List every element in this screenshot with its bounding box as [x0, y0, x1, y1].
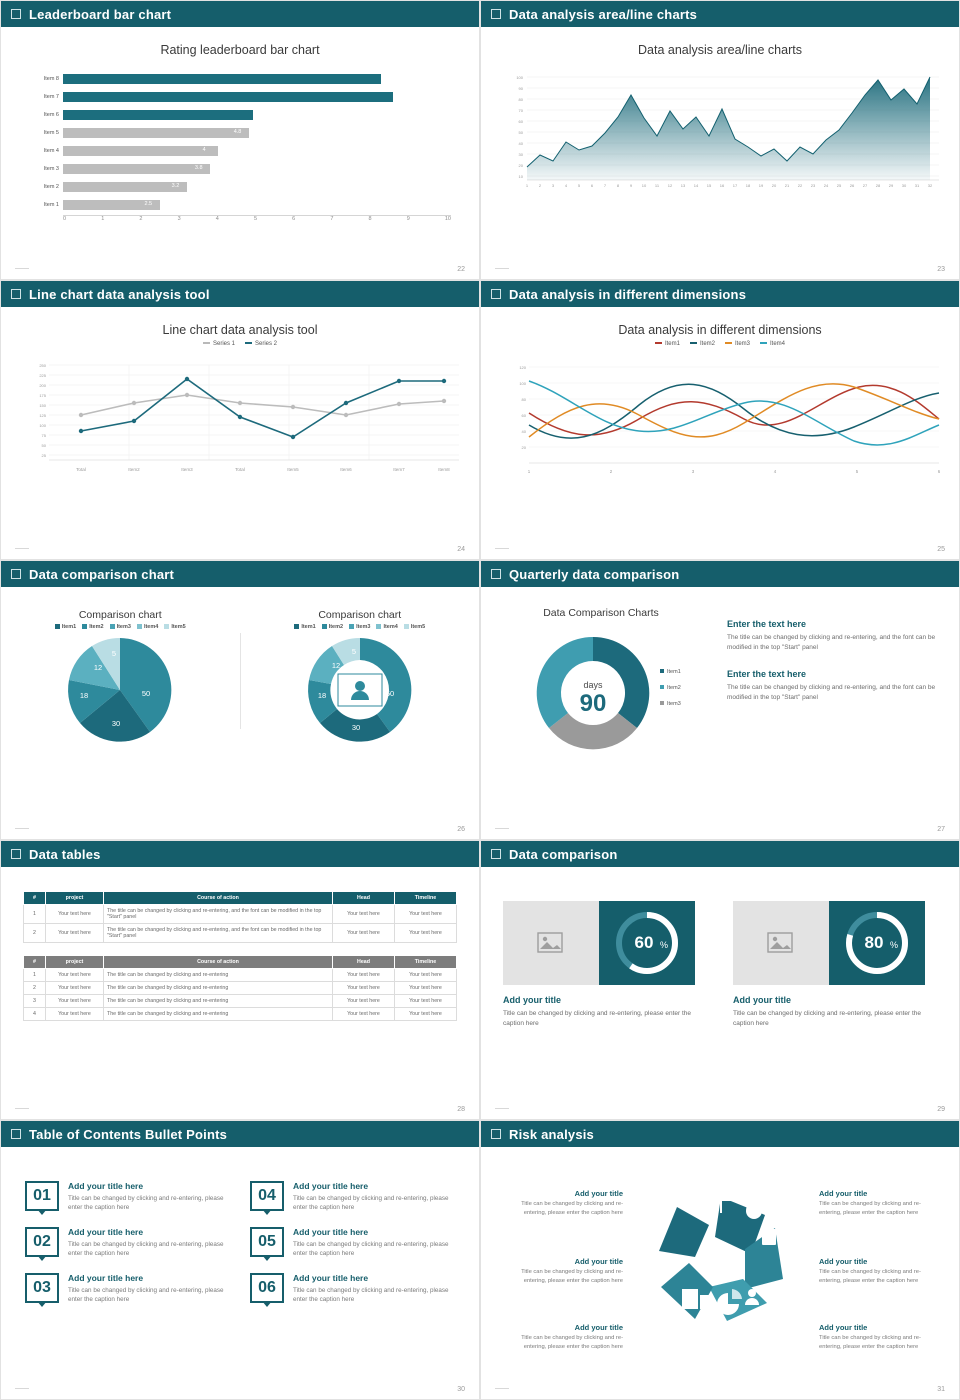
- risk-title: Add your title: [574, 1257, 623, 1266]
- svg-text:Item8: Item8: [438, 467, 450, 472]
- svg-text:18: 18: [317, 691, 326, 700]
- svg-text:20: 20: [521, 445, 526, 450]
- book-icon: [762, 1229, 776, 1245]
- card-title: Add your title: [733, 995, 791, 1005]
- pie-chart-panel: [1, 609, 240, 753]
- slide-leaderboard-bar-chart: [0, 0, 480, 280]
- bullet-square-icon: [491, 849, 501, 859]
- bar-label: Item 1: [43, 201, 59, 208]
- table-row: 2 Your text here The title can be changed by clicking and re-entering, and the font can be modified in the top "Start" panel Your text here Your text here: [24, 924, 457, 943]
- svg-text:11: 11: [654, 183, 660, 188]
- slide-table-of-contents-bullet-points: [0, 1120, 480, 1400]
- svg-text:17: 17: [732, 183, 738, 188]
- slide-data-tables: [0, 840, 480, 1120]
- svg-text:1: 1: [527, 469, 531, 474]
- slide-header-title: Leaderboard bar chart: [29, 6, 172, 22]
- risk-title: Add your title: [574, 1323, 623, 1332]
- svg-text:125: 125: [39, 413, 46, 418]
- toc-number: 05: [250, 1227, 284, 1257]
- svg-text:32: 32: [927, 183, 933, 188]
- slide-header-title: Table of Contents Bullet Points: [29, 1126, 228, 1142]
- slide-header: [481, 1121, 959, 1147]
- svg-text:4: 4: [564, 183, 568, 188]
- toc-title: Add your title here: [68, 1226, 144, 1237]
- svg-text:100: 100: [519, 381, 526, 386]
- bullet-square-icon: [491, 569, 501, 579]
- percent-unit: %: [660, 940, 669, 950]
- slide-header-title: Data comparison chart: [29, 566, 175, 582]
- donut-panel: [481, 607, 721, 762]
- footer-rule: [495, 1388, 509, 1389]
- risk-title: Add your title: [819, 1257, 868, 1266]
- donut-legend: Item1 Item2 Item3 Item4 Item5: [241, 624, 480, 630]
- svg-text:Item7: Item7: [393, 467, 405, 472]
- slide-data-comparison-chart: [0, 560, 480, 840]
- bar-row: [29, 161, 451, 176]
- svg-text:200: 200: [39, 383, 46, 388]
- svg-text:Item1: Item1: [667, 669, 681, 675]
- donut-title: Data Comparison Charts: [543, 607, 659, 619]
- svg-text:Item2: Item2: [667, 685, 681, 691]
- bar-label: Item 7: [43, 93, 59, 100]
- bar-label: Item 4: [43, 147, 59, 154]
- risk-body: Title can be changed by clicking and re-entering, please enter the caption here: [521, 1335, 623, 1350]
- donut-value: 90: [579, 690, 607, 717]
- donut-unit: days: [583, 680, 603, 690]
- risk-item-2: [505, 1257, 623, 1285]
- page-number: 27: [937, 826, 945, 833]
- toc-title: Add your title here: [293, 1272, 369, 1283]
- bar-label: Item 2: [43, 183, 59, 190]
- svg-text:225: 225: [39, 373, 46, 378]
- svg-text:70: 70: [518, 108, 523, 113]
- page-number: 31: [937, 1386, 945, 1393]
- page-number: 24: [457, 546, 465, 553]
- slide-header-title: Risk analysis: [509, 1126, 594, 1142]
- text-block-body: The title can be changed by clicking and re-entering, and the font can be modified in the top "Start" panel: [727, 684, 936, 702]
- svg-text:6: 6: [937, 469, 941, 474]
- slide-header-title: Data analysis area/line charts: [509, 6, 698, 22]
- footer-rule: [495, 268, 509, 269]
- svg-text:75: 75: [41, 433, 46, 438]
- pie-value: 18: [80, 691, 89, 700]
- bar-value: 4.8: [233, 128, 242, 135]
- bar-value: 3.2: [171, 182, 180, 189]
- footer-rule: [495, 1108, 509, 1109]
- page-number: 22: [457, 266, 465, 273]
- image-icon: [537, 931, 565, 955]
- toc-number: 01: [25, 1181, 59, 1211]
- svg-text:120: 120: [519, 365, 526, 370]
- bullet-square-icon: [11, 1129, 21, 1139]
- svg-text:Total: Total: [235, 467, 245, 472]
- risk-item-6: [819, 1323, 937, 1351]
- slide-header: [481, 841, 959, 867]
- percent-unit: %: [890, 940, 899, 950]
- slide-header: [1, 281, 479, 307]
- svg-text:7: 7: [603, 183, 607, 188]
- svg-text:25: 25: [836, 183, 842, 188]
- risk-diagram: [481, 1165, 959, 1365]
- risk-item-1: [505, 1189, 623, 1217]
- toc-body: Title can be changed by clicking and re-entering, please enter the caption here: [68, 1240, 224, 1258]
- chart-legend: [481, 341, 959, 347]
- slide-data-analysis-different-dimensions: [480, 280, 960, 560]
- donut-legend: [660, 669, 681, 707]
- svg-text:Item3: Item3: [667, 701, 681, 707]
- toc-body: Title can be changed by clicking and re-entering, please enter the caption here: [68, 1195, 224, 1212]
- toc-item-02[interactable]: [25, 1227, 230, 1259]
- svg-text:26: 26: [849, 183, 855, 188]
- table-row: 3 Your text here The title can be changed by clicking and re-entering Your text here Your text here: [24, 995, 457, 1008]
- percent-donut-svg: [840, 906, 914, 980]
- area-chart-svg: [499, 67, 943, 197]
- pie-legend: Item1 Item2 Item3 Item4 Item5: [1, 624, 240, 630]
- chart-title: Data analysis in different dimensions: [618, 323, 822, 337]
- svg-text:50: 50: [41, 443, 46, 448]
- percent-visual: [829, 901, 925, 985]
- svg-text:80: 80: [521, 397, 526, 402]
- svg-text:100: 100: [39, 423, 46, 428]
- chart-title: Line chart data analysis tool: [162, 323, 318, 337]
- bar-row: [29, 179, 451, 194]
- bar-label: Item 6: [43, 111, 59, 118]
- svg-text:5: 5: [577, 183, 581, 188]
- table-row: 1 Your text here The title can be changed by clicking and re-entering, and the font can be modified in the top "Start" panel Your text here Your text here: [24, 905, 457, 924]
- user-avatar-icon: [338, 674, 382, 706]
- line-chart-svg: [19, 357, 463, 477]
- risk-title: Add your title: [574, 1189, 623, 1198]
- svg-text:2: 2: [609, 469, 613, 474]
- svg-text:40: 40: [518, 141, 523, 146]
- page-number: 23: [937, 266, 945, 273]
- slide-header-title: Data analysis in different dimensions: [509, 286, 747, 302]
- footer-rule: [495, 548, 509, 549]
- area-chart: [499, 67, 941, 202]
- bullet-square-icon: [11, 289, 21, 299]
- svg-text:40: 40: [521, 429, 526, 434]
- risk-body: Title can be changed by clicking and re-entering, please enter the caption here: [521, 1201, 623, 1216]
- svg-text:13: 13: [680, 183, 686, 188]
- page-number: 26: [457, 826, 465, 833]
- slide-line-chart-data-analysis-tool: [0, 280, 480, 560]
- legend-item-series1: Series 1: [203, 341, 235, 347]
- svg-text:12: 12: [667, 183, 673, 188]
- svg-text:14: 14: [693, 183, 699, 188]
- svg-text:10: 10: [641, 183, 647, 188]
- svg-text:3: 3: [551, 183, 555, 188]
- svg-text:18: 18: [745, 183, 751, 188]
- table-header-row: # project Course of action Head Timeline: [24, 892, 457, 905]
- toc-number: 04: [250, 1181, 284, 1211]
- x-axis-ticks: 0 1 2 3 4 5 6 7 8 9 10: [63, 216, 451, 222]
- pie-value: 5: [112, 649, 117, 658]
- bullet-square-icon: [11, 9, 21, 19]
- slide-header: [1, 841, 479, 867]
- toc-body: Title can be changed by clicking and re-entering, please enter the caption here: [293, 1195, 449, 1212]
- svg-text:4: 4: [773, 469, 777, 474]
- toc-title: Add your title here: [68, 1272, 144, 1283]
- svg-text:31: 31: [914, 183, 920, 188]
- svg-text:8: 8: [616, 183, 620, 188]
- toc-title: Add your title here: [293, 1226, 369, 1237]
- pie-chart-title: Comparison chart: [78, 609, 162, 621]
- bar-row: [29, 89, 451, 104]
- donut-chart-panel: [241, 609, 480, 753]
- percent-visual: [599, 901, 695, 985]
- text-block-title: Enter the text here: [727, 619, 807, 629]
- comparison-card-2: [733, 901, 937, 1029]
- slide-header-title: Quarterly data comparison: [509, 566, 680, 582]
- svg-text:50: 50: [518, 130, 523, 135]
- toc-body: Title can be changed by clicking and re-entering, please enter the caption here: [293, 1286, 449, 1304]
- legend-item-item4: Item4: [760, 341, 785, 347]
- risk-body: Title can be changed by clicking and re-entering, please enter the caption here: [819, 1269, 921, 1284]
- multi-line-chart: [499, 357, 941, 487]
- slide-header: [1, 1, 479, 27]
- svg-text:9: 9: [629, 183, 633, 188]
- donut-chart-title: Comparison chart: [318, 609, 402, 621]
- svg-text:60: 60: [518, 119, 523, 124]
- slide-header: [481, 561, 959, 587]
- svg-text:30: 30: [901, 183, 907, 188]
- svg-text:20: 20: [518, 163, 523, 168]
- footer-rule: [15, 548, 29, 549]
- svg-text:80: 80: [518, 97, 523, 102]
- toc-item-05[interactable]: [250, 1227, 455, 1259]
- bar-row: [29, 197, 451, 212]
- svg-text:1: 1: [525, 183, 529, 188]
- svg-text:5: 5: [855, 469, 859, 474]
- slide-header-title: Data tables: [29, 846, 101, 862]
- svg-text:16: 16: [719, 183, 725, 188]
- risk-title: Add your title: [819, 1189, 868, 1198]
- card-body: Title can be changed by clicking and re-entering, please enter the caption here: [733, 1010, 922, 1028]
- text-block-1: [727, 619, 937, 653]
- legend-item-item1: Item1: [655, 341, 680, 347]
- toc-body: Title can be changed by clicking and re-entering, please enter the caption here: [293, 1240, 449, 1258]
- footer-rule: [15, 828, 29, 829]
- bar-row: [29, 125, 451, 140]
- svg-text:Total: Total: [76, 467, 86, 472]
- table-row: 1 Your text here The title can be changed by clicking and re-entering Your text here Your text here: [24, 969, 457, 982]
- svg-text:6: 6: [590, 183, 594, 188]
- svg-text:24: 24: [823, 183, 829, 188]
- slide-header: [1, 1121, 479, 1147]
- toc-item-06[interactable]: [250, 1273, 455, 1305]
- legend-item-item3: Item3: [725, 341, 750, 347]
- image-placeholder: [733, 901, 829, 985]
- card-title: Add your title: [503, 995, 561, 1005]
- card-visual: [733, 901, 937, 985]
- svg-text:60: 60: [521, 413, 526, 418]
- svg-text:22: 22: [797, 183, 803, 188]
- multi-line-chart-svg: [499, 357, 943, 482]
- pie-value: 30: [112, 719, 121, 728]
- bar-chart: [29, 71, 451, 222]
- svg-text:10: 10: [518, 174, 523, 179]
- svg-text:50: 50: [385, 689, 394, 698]
- slide-header-title: Line chart data analysis tool: [29, 286, 210, 302]
- footer-rule: [15, 268, 29, 269]
- toc-title: Add your title here: [293, 1181, 369, 1191]
- image-icon: [767, 931, 795, 955]
- percent-value: 80: [864, 933, 884, 952]
- comparison-card-1: [503, 901, 707, 1029]
- slide-data-comparison: [480, 840, 960, 1120]
- slide-header: [481, 281, 959, 307]
- page-number: 29: [937, 1106, 945, 1113]
- toc-number: 02: [25, 1227, 59, 1257]
- bar-row: [29, 71, 451, 86]
- bar-label: Item 8: [43, 75, 59, 82]
- bar-row: [29, 107, 451, 122]
- risk-item-4: [819, 1189, 937, 1217]
- money-bag-icon: [746, 1197, 762, 1219]
- footer-rule: [495, 828, 509, 829]
- image-placeholder: [503, 901, 599, 985]
- table-row: 4 Your text here The title can be changed by clicking and re-entering Your text here Your text here: [24, 1008, 457, 1021]
- svg-text:3: 3: [691, 469, 695, 474]
- slide-header: [481, 1, 959, 27]
- svg-text:175: 175: [39, 393, 46, 398]
- card-visual: [503, 901, 707, 985]
- toc-item-01[interactable]: [25, 1181, 230, 1213]
- text-block-title: Enter the text here: [727, 669, 807, 680]
- table-header-row: # project Course of action Head Timeline: [24, 956, 457, 969]
- risk-body: Title can be changed by clicking and re-entering, please enter the caption here: [819, 1335, 921, 1350]
- svg-text:19: 19: [758, 183, 764, 188]
- svg-text:2: 2: [538, 183, 542, 188]
- svg-text:100: 100: [516, 75, 523, 80]
- bullet-square-icon: [11, 569, 21, 579]
- bar-label: Item 3: [43, 165, 59, 172]
- svg-text:12: 12: [331, 661, 340, 670]
- data-table-primary: [23, 891, 457, 943]
- svg-text:90: 90: [518, 86, 523, 91]
- text-block-body: The title can be changed by clicking and re-entering, and the font can be modified in the top "Start" panel: [727, 634, 936, 652]
- bar-value: 4: [202, 146, 206, 153]
- svg-text:Item5: Item5: [287, 467, 299, 472]
- pie-chart-svg: [20, 630, 220, 748]
- svg-text:250: 250: [39, 363, 46, 368]
- risk-body: Title can be changed by clicking and re-entering, please enter the caption here: [521, 1269, 623, 1284]
- footer-rule: [15, 1388, 29, 1389]
- page-number: 28: [457, 1106, 465, 1113]
- bullet-square-icon: [11, 849, 21, 859]
- svg-text:Item3: Item3: [181, 467, 193, 472]
- risk-item-3: [505, 1323, 623, 1351]
- toc-title: Add your title here: [68, 1181, 144, 1191]
- donut-svg: [521, 627, 681, 762]
- slide-header-title: Data comparison: [509, 846, 618, 862]
- table-row: 2 Your text here The title can be changed by clicking and re-entering Your text here Your text here: [24, 982, 457, 995]
- svg-text:27: 27: [862, 183, 868, 188]
- toc-number: 06: [250, 1273, 284, 1303]
- pie-value: 12: [94, 663, 103, 672]
- donut-chart-svg: [260, 630, 460, 748]
- svg-text:15: 15: [706, 183, 712, 188]
- svg-text:150: 150: [39, 403, 46, 408]
- slide-header: [1, 561, 479, 587]
- toc-item-04[interactable]: [250, 1181, 455, 1213]
- chart-title: Rating leaderboard bar chart: [160, 43, 320, 57]
- toc-body: Title can be changed by clicking and re-entering, please enter the caption here: [68, 1286, 224, 1304]
- svg-text:29: 29: [888, 183, 894, 188]
- bullet-square-icon: [491, 9, 501, 19]
- chart-legend: [1, 341, 479, 347]
- legend-item-item2: Item2: [690, 341, 715, 347]
- risk-body: Title can be changed by clicking and re-entering, please enter the caption here: [819, 1201, 921, 1216]
- percent-donut-svg: [610, 906, 684, 980]
- svg-text:28: 28: [875, 183, 881, 188]
- bar-value: 3.8: [194, 164, 203, 171]
- percent-value: 60: [634, 933, 654, 952]
- svg-text:21: 21: [784, 183, 790, 188]
- risk-item-5: [819, 1257, 937, 1285]
- slide-data-analysis-area-line-charts: [480, 0, 960, 280]
- page-number: 25: [937, 546, 945, 553]
- chart-title: Data analysis area/line charts: [638, 43, 802, 57]
- svg-text:Item6: Item6: [340, 467, 352, 472]
- bar-label: Item 5: [43, 129, 59, 136]
- pie-value: 50: [142, 689, 151, 698]
- slide-risk-analysis: [480, 1120, 960, 1400]
- bullet-square-icon: [491, 1129, 501, 1139]
- svg-text:23: 23: [810, 183, 816, 188]
- svg-text:Item2: Item2: [128, 467, 140, 472]
- svg-text:25: 25: [41, 453, 46, 458]
- bar-row: [29, 143, 451, 158]
- page-number: 30: [457, 1386, 465, 1393]
- toc-item-03[interactable]: [25, 1273, 230, 1305]
- data-table-secondary: [23, 955, 457, 1021]
- slide-quarterly-data-comparison: [480, 560, 960, 840]
- svg-text:30: 30: [518, 152, 523, 157]
- line-chart: [19, 357, 461, 482]
- text-block-2: [727, 669, 937, 703]
- legend-item-series2: Series 2: [245, 341, 277, 347]
- card-body: Title can be changed by clicking and re-entering, please enter the caption here: [503, 1010, 692, 1028]
- footer-rule: [15, 1108, 29, 1109]
- bar-value: 2.5: [144, 200, 153, 207]
- bullet-square-icon: [491, 289, 501, 299]
- svg-text:5: 5: [351, 647, 356, 656]
- svg-text:30: 30: [351, 723, 360, 732]
- risk-title: Add your title: [819, 1323, 868, 1332]
- toc-number: 03: [25, 1273, 59, 1303]
- pinwheel-diagram-svg: [636, 1171, 806, 1346]
- svg-text:20: 20: [771, 183, 777, 188]
